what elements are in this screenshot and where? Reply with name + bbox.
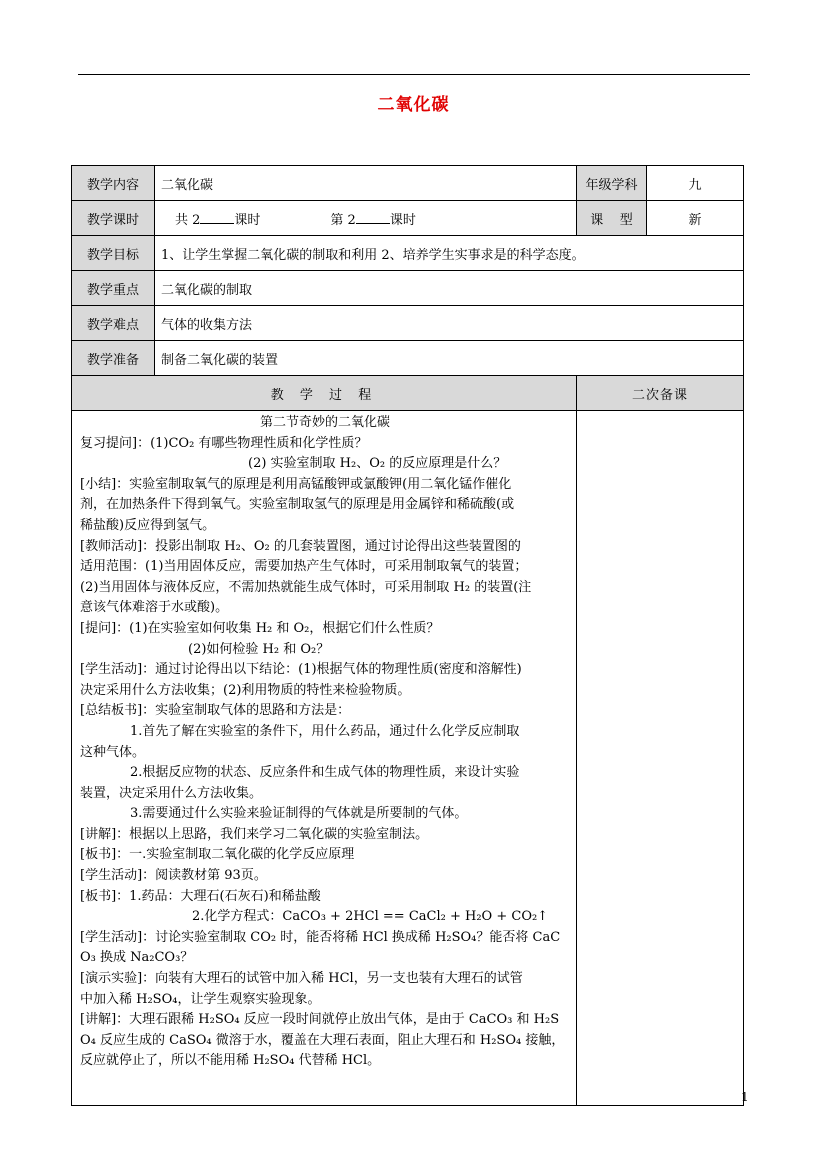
content-value: 二氧化碳 [155, 166, 577, 201]
prep-label: 教学准备 [72, 341, 155, 376]
difficulty-label: 教学难点 [72, 306, 155, 341]
focus-value: 二氧化碳的制取 [155, 271, 744, 306]
text-line: [学生活动]：阅读教材第 93页。 [80, 868, 267, 884]
text-line: 2.化学方程式：CaCO₃ + 2HCl == CaCl₂ + H₂O + CO₂↑ [192, 909, 549, 925]
text-line: [教师活动]：投影出制取 H₂、O₂ 的几套装置图，通过讨论得出这些装置图的 [80, 538, 521, 554]
content-label: 教学内容 [72, 166, 155, 201]
row-section-headers [72, 376, 744, 411]
prep-value: 制备二氧化碳的装置 [155, 341, 744, 376]
text-line: 适用范围：(1)当用固体反应，需要加热产生气体时，可采用制取氧气的装置； [80, 559, 528, 575]
row-difficulty [72, 306, 744, 341]
grade-value: 九 [647, 166, 744, 201]
text-line: [板书]：一.实验室制取二氧化碳的化学反应原理 [80, 847, 355, 863]
text-line: [演示实验]：向装有大理石的试管中加入稀 HCl，另一支也装有大理石的试管 [80, 971, 523, 987]
goal-label: 教学目标 [72, 236, 155, 271]
difficulty-value: 气体的收集方法 [155, 306, 744, 341]
text-line: 3.需要通过什么实验来验证制得的气体就是所要制的气体。 [130, 806, 468, 822]
text-line: [讲解]：根据以上思路，我们来学习二氧化碳的实验室制法。 [80, 826, 429, 842]
text-line: 2.根据反应物的状态、反应条件和生成气体的物理性质，来设计实验 [130, 765, 520, 781]
hours-current-prefix: 第 2 [330, 212, 356, 228]
row-hours [72, 201, 744, 236]
process-content [72, 411, 577, 1106]
lesson-plan-table [71, 165, 744, 1106]
process-header: 教 学 过 程 [72, 376, 577, 411]
header-rule [78, 74, 750, 75]
text-line: [板书]：1.药品：大理石(石灰石)和稀盐酸 [80, 888, 321, 904]
text-line: (2) 实验室制取 H₂、O₂ 的反应原理是什么？ [248, 456, 507, 472]
text-line: 稀盐酸)反应得到氢气。 [80, 517, 216, 533]
notes-content [577, 411, 744, 1106]
text-line: [讲解]：大理石跟稀 H₂SO₄ 反应一段时间就停止放出气体，是由于 CaCO₃ 和 H₂S [80, 1012, 560, 1028]
text-line: 意该气体难溶于水或酸)。 [80, 600, 229, 616]
hours-current-suffix: 课时 [389, 212, 416, 228]
text-line: [学生活动]：讨论实验室制取 CO₂ 时，能否将稀 HCl 换成稀 H₂SO₄？能否将 CaC [80, 929, 561, 945]
text-line: 反应就停止了，所以不能用稀 H₂SO₄ 代替稀 HCl。 [80, 1053, 381, 1069]
text-line: (2)如何检验 H₂ 和 O₂？ [188, 641, 330, 657]
blank-line [200, 210, 234, 224]
text-line: 决定采用什么方法收集；(2)利用物质的特性来检验物质。 [80, 682, 411, 698]
text-line: (2)当用固体与液体反应，不需加热就能生成气体时，可采用制取 H₂ 的装置(注 [80, 579, 532, 595]
type-label: 课 型 [577, 201, 647, 236]
text-line: 剂，在加热条件下得到氧气。实验室制取氢气的原理是用金属锌和稀硫酸(或 [80, 497, 515, 513]
text-line: O₄ 反应生成的 CaSO₄ 微溶于水，覆盖在大理石表面，阻止大理石和 H₂SO₄ 接触， [80, 1032, 565, 1048]
text-line: O₃ 换成 Na₂CO₃？ [80, 950, 194, 966]
text-line: 中加入稀 H₂SO₄，让学生观察实验现象。 [80, 991, 321, 1007]
goal-value: 1、让学生掌握二氧化碳的制取和利用 2、培养学生实事求是的科学态度。 [155, 236, 744, 271]
row-prep [72, 341, 744, 376]
grade-label: 年级学科 [577, 166, 647, 201]
hours-total-suffix: 课时 [234, 212, 261, 228]
text-line: 这种气体。 [80, 744, 146, 760]
type-value: 新 [647, 201, 744, 236]
text-line: 1.首先了解在实验室的条件下，用什么药品，通过什么化学反应制取 [130, 723, 520, 739]
hours-value [155, 201, 577, 236]
document-title: 二氧化碳 [377, 95, 450, 115]
text-line: [学生活动]：通过讨论得出以下结论：(1)根据气体的物理性质(密度和溶解性) [80, 662, 522, 678]
blank-line [356, 210, 390, 224]
hours-total-prefix: 共 2 [175, 212, 201, 228]
hours-label: 教学课时 [72, 201, 155, 236]
text-line: 装置，决定采用什么方法收集。 [80, 785, 263, 801]
section-title: 第二节奇妙的二氧化碳 [260, 415, 391, 430]
row-content [72, 166, 744, 201]
text-line: 复习提问]：(1)CO₂ 有哪些物理性质和化学性质？ [80, 435, 368, 451]
page-number: 1 [741, 1090, 749, 1104]
text-line: [提问]：(1)在实验室如何收集 H₂ 和 O₂，根据它们什么性质？ [80, 620, 440, 636]
text-line: [总结板书]：实验室制取气体的思路和方法是： [80, 703, 351, 719]
row-goal [72, 236, 744, 271]
notes-header: 二次备课 [577, 376, 744, 411]
text-line: [小结]：实验室制取氧气的原理是利用高锰酸钾或氯酸钾(用二氧化锰作催化 [80, 476, 512, 492]
row-focus [72, 271, 744, 306]
row-body [72, 411, 744, 1106]
focus-label: 教学重点 [72, 271, 155, 306]
